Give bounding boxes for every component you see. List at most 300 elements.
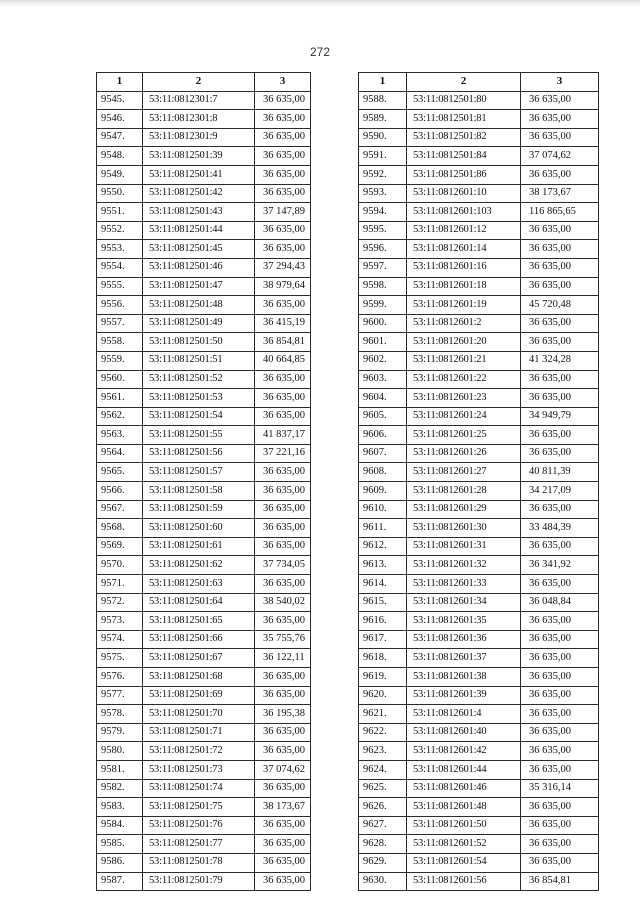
table-row [359, 277, 599, 296]
cadastral-number: 53:11:0812601:36 [407, 630, 521, 649]
table-row [97, 258, 311, 277]
table-row [359, 537, 599, 556]
row-number: 9613. [359, 556, 407, 575]
amount-value: 37 074,62 [521, 147, 599, 166]
cadastral-number: 53:11:0812601:50 [407, 816, 521, 835]
cadastral-number: 53:11:0812601:25 [407, 426, 521, 445]
cadastral-number: 53:11:0812501:59 [143, 500, 255, 519]
row-number: 9590. [359, 128, 407, 147]
cadastral-number: 53:11:0812601:26 [407, 444, 521, 463]
row-number: 9598. [359, 277, 407, 296]
table-row [359, 649, 599, 668]
amount-value: 36 635,00 [255, 128, 311, 147]
row-number: 9548. [97, 147, 143, 166]
table-row [97, 537, 311, 556]
table-row [97, 333, 311, 352]
amount-value: 36 635,00 [521, 277, 599, 296]
amount-value: 40 811,39 [521, 463, 599, 482]
table-row [97, 686, 311, 705]
table-row [359, 128, 599, 147]
row-number: 9603. [359, 370, 407, 389]
cadastral-number: 53:11:0812601:56 [407, 872, 521, 891]
table-row [97, 240, 311, 259]
table-row [97, 296, 311, 315]
cadastral-number: 53:11:0812501:58 [143, 482, 255, 501]
amount-value: 36 635,00 [521, 668, 599, 687]
table-row [359, 165, 599, 184]
amount-value: 36 635,00 [255, 575, 311, 594]
amount-value: 37 294,43 [255, 258, 311, 277]
cadastral-number: 53:11:0812501:41 [143, 165, 255, 184]
cadastral-number: 53:11:0812501:55 [143, 426, 255, 445]
row-number: 9594. [359, 203, 407, 222]
table-row [97, 798, 311, 817]
cadastral-number: 53:11:0812601:54 [407, 853, 521, 872]
table-row [359, 370, 599, 389]
row-number: 9561. [97, 389, 143, 408]
cadastral-number: 53:11:0812601:19 [407, 296, 521, 315]
cadastral-number: 53:11:0812501:67 [143, 649, 255, 668]
amount-value: 36 635,00 [521, 314, 599, 333]
cadastral-number: 53:11:0812601:10 [407, 184, 521, 203]
amount-value: 35 755,76 [255, 630, 311, 649]
row-number: 9614. [359, 575, 407, 594]
table-row [359, 723, 599, 742]
amount-value: 36 635,00 [255, 835, 311, 854]
table-row [359, 110, 599, 129]
row-number: 9564. [97, 444, 143, 463]
row-number: 9568. [97, 519, 143, 538]
amount-value: 36 635,00 [521, 500, 599, 519]
row-number: 9551. [97, 203, 143, 222]
row-number: 9575. [97, 649, 143, 668]
table-row [359, 147, 599, 166]
amount-value: 36 635,00 [521, 630, 599, 649]
amount-value: 36 635,00 [521, 537, 599, 556]
table-row [97, 128, 311, 147]
cadastral-number: 53:11:0812501:70 [143, 705, 255, 724]
amount-value: 36 635,00 [255, 537, 311, 556]
cadastral-number: 53:11:0812501:52 [143, 370, 255, 389]
table-row [359, 482, 599, 501]
amount-value: 36 635,00 [255, 296, 311, 315]
cadastral-number: 53:11:0812501:44 [143, 221, 255, 240]
amount-value: 36 635,00 [255, 612, 311, 631]
row-number: 9560. [97, 370, 143, 389]
cadastral-number: 53:11:0812501:63 [143, 575, 255, 594]
table-row [97, 184, 311, 203]
cadastral-number: 53:11:0812501:56 [143, 444, 255, 463]
table-left [96, 72, 311, 891]
row-number: 9624. [359, 760, 407, 779]
cadastral-number: 53:11:0812601:20 [407, 333, 521, 352]
table-row [359, 389, 599, 408]
row-number: 9545. [97, 91, 143, 110]
row-number: 9596. [359, 240, 407, 259]
table-row [359, 742, 599, 761]
cadastral-number: 53:11:0812601:32 [407, 556, 521, 575]
row-number: 9574. [97, 630, 143, 649]
row-number: 9565. [97, 463, 143, 482]
cadastral-number: 53:11:0812601:21 [407, 351, 521, 370]
amount-value: 36 635,00 [255, 816, 311, 835]
scan-edge [0, 0, 640, 10]
cadastral-number: 53:11:0812601:52 [407, 835, 521, 854]
amount-value: 36 635,00 [255, 742, 311, 761]
row-number: 9588. [359, 91, 407, 110]
amount-value: 36 635,00 [255, 389, 311, 408]
amount-value: 36 635,00 [521, 444, 599, 463]
amount-value: 36 635,00 [521, 705, 599, 724]
page-number: 272 [309, 45, 331, 59]
row-number: 9600. [359, 314, 407, 333]
amount-value: 36 635,00 [521, 221, 599, 240]
table-row [97, 444, 311, 463]
cadastral-number: 53:11:0812601:12 [407, 221, 521, 240]
amount-value: 34 949,79 [521, 407, 599, 426]
row-number: 9567. [97, 500, 143, 519]
row-number: 9610. [359, 500, 407, 519]
table-row [97, 482, 311, 501]
amount-value: 36 635,00 [521, 853, 599, 872]
amount-value: 38 979,64 [255, 277, 311, 296]
table-row [359, 835, 599, 854]
table-row [359, 556, 599, 575]
cadastral-number: 53:11:0812601:16 [407, 258, 521, 277]
amount-value: 36 854,81 [521, 872, 599, 891]
row-number: 9628. [359, 835, 407, 854]
table-row [359, 798, 599, 817]
cadastral-number: 53:11:0812601:103 [407, 203, 521, 222]
cadastral-number: 53:11:0812601:18 [407, 277, 521, 296]
row-number: 9593. [359, 184, 407, 203]
amount-value: 36 635,00 [255, 779, 311, 798]
table-row [97, 853, 311, 872]
amount-value: 36 635,00 [255, 853, 311, 872]
table-row [97, 556, 311, 575]
table-row [97, 742, 311, 761]
table-row [359, 779, 599, 798]
row-number: 9607. [359, 444, 407, 463]
cadastral-number: 53:11:0812501:86 [407, 165, 521, 184]
amount-value: 36 048,84 [521, 593, 599, 612]
amount-value: 34 217,09 [521, 482, 599, 501]
header-col-2: 2 [407, 73, 521, 92]
table-row [359, 760, 599, 779]
cadastral-number: 53:11:0812601:27 [407, 463, 521, 482]
row-number: 9580. [97, 742, 143, 761]
cadastral-number: 53:11:0812501:68 [143, 668, 255, 687]
table-row [97, 705, 311, 724]
amount-value: 36 635,00 [521, 165, 599, 184]
row-number: 9572. [97, 593, 143, 612]
table-header-row [359, 73, 599, 92]
table-row [359, 463, 599, 482]
cadastral-number: 53:11:0812601:35 [407, 612, 521, 631]
table-row [97, 500, 311, 519]
row-number: 9597. [359, 258, 407, 277]
amount-value: 36 635,00 [255, 147, 311, 166]
table-row [97, 630, 311, 649]
amount-value: 36 635,00 [521, 91, 599, 110]
amount-value: 36 635,00 [521, 835, 599, 854]
row-number: 9571. [97, 575, 143, 594]
table-row [97, 203, 311, 222]
row-number: 9623. [359, 742, 407, 761]
amount-value: 33 484,39 [521, 519, 599, 538]
row-number: 9566. [97, 482, 143, 501]
row-number: 9579. [97, 723, 143, 742]
amount-value: 36 635,00 [255, 165, 311, 184]
cadastral-number: 53:11:0812601:46 [407, 779, 521, 798]
table-row [359, 872, 599, 891]
table-row [97, 723, 311, 742]
cadastral-number: 53:11:0812301:8 [143, 110, 255, 129]
amount-value: 36 635,00 [521, 742, 599, 761]
row-number: 9562. [97, 407, 143, 426]
row-number: 9583. [97, 798, 143, 817]
row-number: 9554. [97, 258, 143, 277]
table-row [359, 593, 599, 612]
cadastral-number: 53:11:0812501:84 [407, 147, 521, 166]
cadastral-number: 53:11:0812301:7 [143, 91, 255, 110]
amount-value: 36 635,00 [255, 482, 311, 501]
cadastral-number: 53:11:0812601:28 [407, 482, 521, 501]
cadastral-number: 53:11:0812601:44 [407, 760, 521, 779]
row-number: 9621. [359, 705, 407, 724]
row-number: 9616. [359, 612, 407, 631]
amount-value: 35 316,14 [521, 779, 599, 798]
table-row [359, 91, 599, 110]
cadastral-number: 53:11:0812501:42 [143, 184, 255, 203]
cadastral-number: 53:11:0812501:54 [143, 407, 255, 426]
cadastral-number: 53:11:0812501:81 [407, 110, 521, 129]
row-number: 9626. [359, 798, 407, 817]
row-number: 9585. [97, 835, 143, 854]
row-number: 9578. [97, 705, 143, 724]
table-row [97, 835, 311, 854]
table-row [97, 593, 311, 612]
table-row [359, 426, 599, 445]
row-number: 9552. [97, 221, 143, 240]
table-row [97, 91, 311, 110]
cadastral-number: 53:11:0812501:60 [143, 519, 255, 538]
cadastral-number: 53:11:0812601:23 [407, 389, 521, 408]
table-row [97, 110, 311, 129]
row-number: 9581. [97, 760, 143, 779]
cadastral-number: 53:11:0812501:76 [143, 816, 255, 835]
amount-value: 36 635,00 [521, 110, 599, 129]
table-row [359, 221, 599, 240]
row-number: 9609. [359, 482, 407, 501]
amount-value: 36 635,00 [521, 370, 599, 389]
cadastral-number: 53:11:0812501:72 [143, 742, 255, 761]
cadastral-number: 53:11:0812501:65 [143, 612, 255, 631]
row-number: 9595. [359, 221, 407, 240]
row-number: 9584. [97, 816, 143, 835]
cadastral-number: 53:11:0812501:57 [143, 463, 255, 482]
row-number: 9586. [97, 853, 143, 872]
cadastral-number: 53:11:0812501:39 [143, 147, 255, 166]
cadastral-number: 53:11:0812601:34 [407, 593, 521, 612]
row-number: 9576. [97, 668, 143, 687]
cadastral-number: 53:11:0812501:45 [143, 240, 255, 259]
table-row [359, 519, 599, 538]
table-row [97, 612, 311, 631]
row-number: 9630. [359, 872, 407, 891]
amount-value: 36 635,00 [521, 389, 599, 408]
row-number: 9602. [359, 351, 407, 370]
cadastral-number: 53:11:0812501:62 [143, 556, 255, 575]
row-number: 9627. [359, 816, 407, 835]
amount-value: 36 122,11 [255, 649, 311, 668]
cadastral-number: 53:11:0812501:51 [143, 351, 255, 370]
table-row [359, 630, 599, 649]
cadastral-number: 53:11:0812501:61 [143, 537, 255, 556]
amount-value: 36 341,92 [521, 556, 599, 575]
cadastral-number: 53:11:0812501:80 [407, 91, 521, 110]
table-row [97, 389, 311, 408]
amount-value: 36 635,00 [255, 872, 311, 891]
cadastral-number: 53:11:0812601:33 [407, 575, 521, 594]
table-row [359, 314, 599, 333]
cadastral-number: 53:11:0812301:9 [143, 128, 255, 147]
row-number: 9550. [97, 184, 143, 203]
header-col-3: 3 [255, 73, 311, 92]
row-number: 9629. [359, 853, 407, 872]
cadastral-number: 53:11:0812501:74 [143, 779, 255, 798]
amount-value: 36 635,00 [521, 128, 599, 147]
cadastral-number: 53:11:0812501:47 [143, 277, 255, 296]
amount-value: 38 540,02 [255, 593, 311, 612]
cadastral-number: 53:11:0812601:31 [407, 537, 521, 556]
amount-value: 36 635,00 [255, 519, 311, 538]
amount-value: 36 635,00 [255, 221, 311, 240]
amount-value: 36 635,00 [255, 723, 311, 742]
table-row [97, 463, 311, 482]
amount-value: 36 635,00 [255, 500, 311, 519]
row-number: 9618. [359, 649, 407, 668]
table-row [97, 649, 311, 668]
row-number: 9605. [359, 407, 407, 426]
row-number: 9559. [97, 351, 143, 370]
amount-value: 36 635,00 [521, 798, 599, 817]
cadastral-number: 53:11:0812501:79 [143, 872, 255, 891]
amount-value: 36 635,00 [255, 91, 311, 110]
cadastral-number: 53:11:0812501:78 [143, 853, 255, 872]
row-number: 9555. [97, 277, 143, 296]
table-row [359, 575, 599, 594]
row-number: 9589. [359, 110, 407, 129]
table-left-body [97, 91, 311, 891]
header-col-2: 2 [143, 73, 255, 92]
row-number: 9622. [359, 723, 407, 742]
amount-value: 36 635,00 [255, 668, 311, 687]
cadastral-number: 53:11:0812601:38 [407, 668, 521, 687]
table-row [359, 444, 599, 463]
row-number: 9553. [97, 240, 143, 259]
table-row [97, 816, 311, 835]
cadastral-number: 53:11:0812501:46 [143, 258, 255, 277]
row-number: 9577. [97, 686, 143, 705]
cadastral-number: 53:11:0812501:49 [143, 314, 255, 333]
amount-value: 36 635,00 [521, 686, 599, 705]
amount-value: 36 635,00 [521, 649, 599, 668]
row-number: 9546. [97, 110, 143, 129]
table-row [97, 779, 311, 798]
cadastral-number: 53:11:0812501:82 [407, 128, 521, 147]
amount-value: 36 635,00 [255, 463, 311, 482]
amount-value: 36 635,00 [521, 575, 599, 594]
amount-value: 36 635,00 [255, 686, 311, 705]
amount-value: 116 865,65 [521, 203, 599, 222]
amount-value: 37 074,62 [255, 760, 311, 779]
amount-value: 36 854,81 [255, 333, 311, 352]
header-col-3: 3 [521, 73, 599, 92]
table-row [359, 296, 599, 315]
row-number: 9557. [97, 314, 143, 333]
row-number: 9604. [359, 389, 407, 408]
table-row [97, 407, 311, 426]
table-row [359, 407, 599, 426]
table-row [359, 500, 599, 519]
table-header-row [97, 73, 311, 92]
table-row [359, 203, 599, 222]
cadastral-number: 53:11:0812601:37 [407, 649, 521, 668]
row-number: 9606. [359, 426, 407, 445]
amount-value: 36 635,00 [521, 723, 599, 742]
table-row [97, 165, 311, 184]
header-col-1: 1 [97, 73, 143, 92]
amount-value: 37 734,05 [255, 556, 311, 575]
cadastral-number: 53:11:0812601:2 [407, 314, 521, 333]
amount-value: 40 664,85 [255, 351, 311, 370]
amount-value: 37 221,16 [255, 444, 311, 463]
cadastral-number: 53:11:0812601:39 [407, 686, 521, 705]
table-row [359, 351, 599, 370]
table-row [97, 872, 311, 891]
row-number: 9611. [359, 519, 407, 538]
amount-value: 36 195,38 [255, 705, 311, 724]
amount-value: 37 147,89 [255, 203, 311, 222]
table-row [359, 705, 599, 724]
row-number: 9619. [359, 668, 407, 687]
amount-value: 36 635,00 [255, 110, 311, 129]
amount-value: 38 173,67 [255, 798, 311, 817]
table-row [97, 575, 311, 594]
cadastral-number: 53:11:0812501:71 [143, 723, 255, 742]
cadastral-number: 53:11:0812501:73 [143, 760, 255, 779]
amount-value: 45 720,48 [521, 296, 599, 315]
amount-value: 36 635,00 [255, 240, 311, 259]
amount-value: 36 635,00 [521, 816, 599, 835]
cadastral-number: 53:11:0812501:69 [143, 686, 255, 705]
cadastral-number: 53:11:0812601:30 [407, 519, 521, 538]
row-number: 9625. [359, 779, 407, 798]
row-number: 9556. [97, 296, 143, 315]
cadastral-number: 53:11:0812601:14 [407, 240, 521, 259]
amount-value: 36 635,00 [521, 612, 599, 631]
amount-value: 36 635,00 [521, 333, 599, 352]
cadastral-number: 53:11:0812601:24 [407, 407, 521, 426]
amount-value: 36 635,00 [255, 184, 311, 203]
amount-value: 36 635,00 [521, 258, 599, 277]
row-number: 9587. [97, 872, 143, 891]
table-row [97, 314, 311, 333]
table-row [359, 816, 599, 835]
table-row [359, 853, 599, 872]
table-right [358, 72, 599, 891]
